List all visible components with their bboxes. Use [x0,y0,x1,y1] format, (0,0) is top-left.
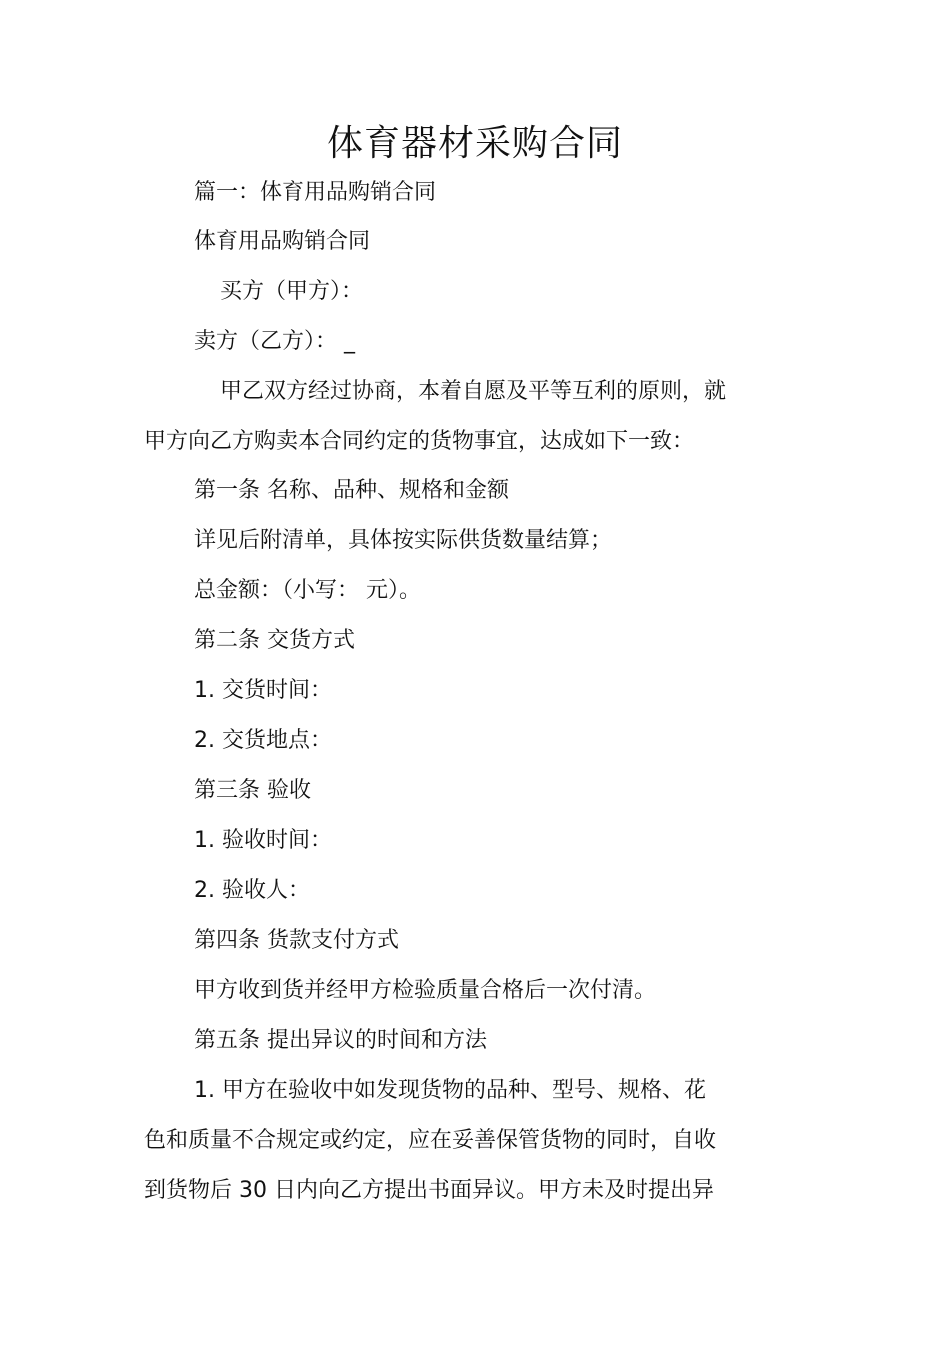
objection-line-2: 色和质量不合规定或约定，应在妥善保管货物的同时，自收 [144,1128,717,1153]
article-5-heading: 第五条 提出异议的时间和方法 [194,1028,487,1053]
article-4-heading: 第四条 货款支付方式 [194,928,399,953]
delivery-time-line: 1. 交货时间： [194,678,332,703]
article-2-heading: 第二条 交货方式 [194,628,355,653]
buyer-line: 买方（甲方）： [220,279,364,304]
document-title: 体育器材采购合同 [326,123,623,164]
objection-line-3: 到货物后 30 日内向乙方提出书面异议。甲方未及时提出异 [144,1178,714,1203]
preamble-line-2: 甲方向乙方购卖本合同约定的货物事宜，达成如下一致： [144,429,695,454]
contract-subtitle: 体育用品购销合同 [194,229,371,254]
inspection-time-line: 1. 验收时间： [194,828,332,853]
article-1-heading: 第一条 名称、品种、规格和金额 [194,478,509,503]
objection-line-1: 1. 甲方在验收中如发现货物的品种、型号、规格、花 [194,1078,706,1103]
article-3-heading: 第三条 验收 [194,778,311,803]
article-1-detail: 详见后附清单，具体按实际供货数量结算； [194,528,613,553]
payment-terms-line: 甲方收到货并经甲方检验质量合格后一次付清。 [194,978,657,1003]
inspector-line: 2. 验收人： [194,878,310,903]
chapter-heading: 篇一：体育用品购销合同 [194,180,437,205]
preamble-line-1: 甲乙双方经过协商，本着自愿及平等互利的原则，就 [220,379,727,404]
seller-line: 卖方（乙方）： _ [194,329,355,354]
delivery-place-line: 2. 交货地点： [194,728,332,753]
total-amount-line: 总金额：（小写： 元）。 [194,578,421,603]
